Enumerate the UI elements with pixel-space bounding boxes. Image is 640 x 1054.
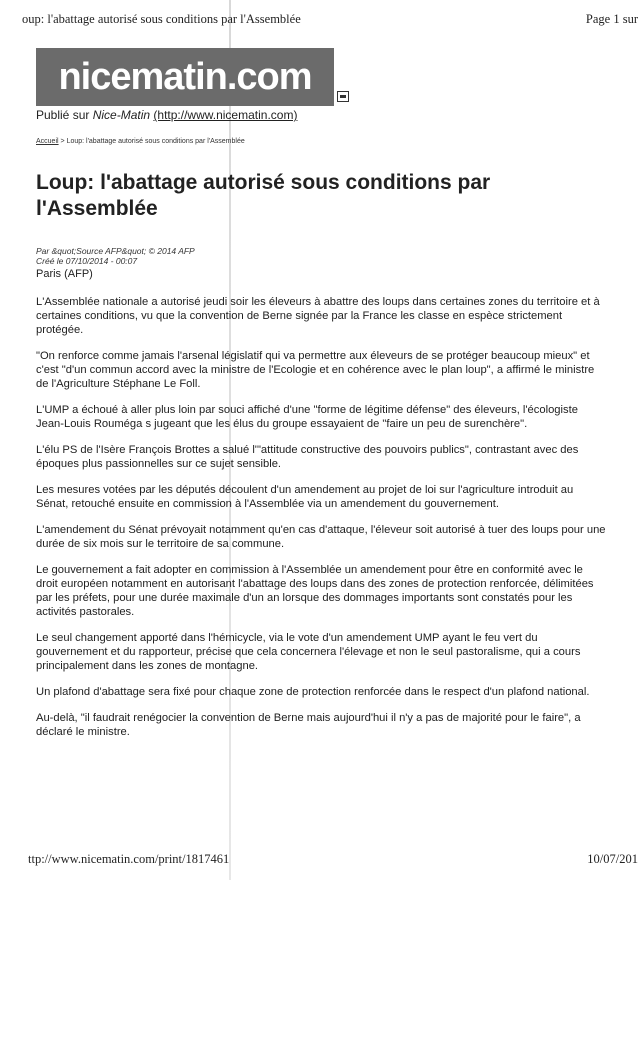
print-footer-date: 10/07/201	[587, 852, 638, 866]
article-body	[36, 295, 606, 751]
breadcrumb	[36, 138, 245, 145]
published-line	[36, 108, 297, 122]
print-header	[0, 12, 640, 30]
breadcrumb-home-link[interactable]: Accueil	[36, 138, 59, 145]
print-footer	[0, 852, 640, 870]
article-title: Loup: l'abattage autorisé sous conditions par l'Assemblée	[36, 171, 491, 220]
breadcrumb-separator: >	[58, 138, 67, 145]
article-created: Créé le 07/10/2014 - 00:07	[36, 256, 138, 266]
print-footer-url: ttp://www.nicematin.com/print/1817461	[28, 852, 230, 866]
print-header-title: oup: l'abattage autorisé sous conditions par l'Assemblée	[22, 12, 301, 26]
print-header-page: Page 1 sur	[585, 12, 638, 26]
logo-text: nicematin.com	[58, 55, 312, 98]
article-meta	[36, 246, 195, 266]
article-paragraph: Le gouvernement a fait adopter en commission à l'Assemblée un amendement pour être en conformité avec le droit européen notamment en autorisant l'abattage des loups dans des zones de protection renforcée, délimitées par les préfets, pour une durée maximale d'un an lorsque des dommages importants sont constatés pour les activités pastorales.	[36, 564, 594, 618]
published-site: Nice-Matin	[92, 108, 151, 122]
article-paragraph: L'UMP a échoué à aller plus loin par souci affiché d'une "forme de légitime défense" des éleveurs, l'écologiste Jean-Louis Rouméga s jugeant que les élus du groupe essayaient de "faire un peu de surenchère".	[36, 404, 578, 430]
published-prefix: Publié sur	[36, 108, 93, 122]
published-url-link[interactable]: (http://www.nicematin.com)	[153, 108, 298, 122]
article-paragraph: Les mesures votées par les députés découlent d'un amendement au projet de loi sur l'agriculture introduit au Sénat, retouché ensuite en commission à l'Assemblée via un amendement du gouvernement.	[36, 484, 574, 510]
article-byline: Par &quot;Source AFP&quot; © 2014 AFP	[36, 246, 195, 256]
breadcrumb-current: Loup: l'abattage autorisé sous conditions par l'Assemblée	[66, 138, 245, 145]
print-icon[interactable]	[337, 91, 349, 102]
article-paragraph: Au-delà, "il faudrait renégocier la convention de Berne mais aujourd'hui il n'y a pas de majorité pour le faire", a déclaré le ministre.	[36, 712, 581, 738]
article-dateline: Paris (AFP)	[36, 268, 93, 280]
article-paragraph: Un plafond d'abattage sera fixé pour chaque zone de protection renforcée dans le respect d'un plafond national.	[36, 686, 590, 698]
article-paragraph: L'Assemblée nationale a autorisé jeudi soir les éleveurs à abattre des loups dans certaines zones du territoire et à certaines conditions, vu que la convention de Berne signée par la France les classe en espèce strictement protégée.	[36, 296, 600, 336]
article-paragraph: L'élu PS de l'Isère François Brottes a salué l'"attitude constructive des pouvoirs publics", contrastant avec des époques plus passionnelles sur ce sujet sensible.	[36, 444, 579, 470]
article-paragraph: "On renforce comme jamais l'arsenal législatif qui va permettre aux éleveurs de se protéger beaucoup mieux" et c'est "d'un commun accord avec la ministre de l'Ecologie et en cohérence avec le plan loup", a affirmé le ministre de l'Agriculture Stéphane Le Foll.	[36, 350, 595, 390]
article-paragraph: L'amendement du Sénat prévoyait notamment qu'en cas d'attaque, l'éleveur soit autorisé à tuer des loups pour une durée de six mois sur le territoire de sa commune.	[36, 524, 606, 550]
nicematin-logo	[36, 48, 334, 106]
article-paragraph: Le seul changement apporté dans l'hémicycle, via le vote d'un amendement UMP ayant le feu vert du gouvernement et du rapporteur, précise que cela concernera l'élevage et non le seul pastoralisme, qui a cours principalement dans les zones de montagne.	[36, 632, 581, 672]
